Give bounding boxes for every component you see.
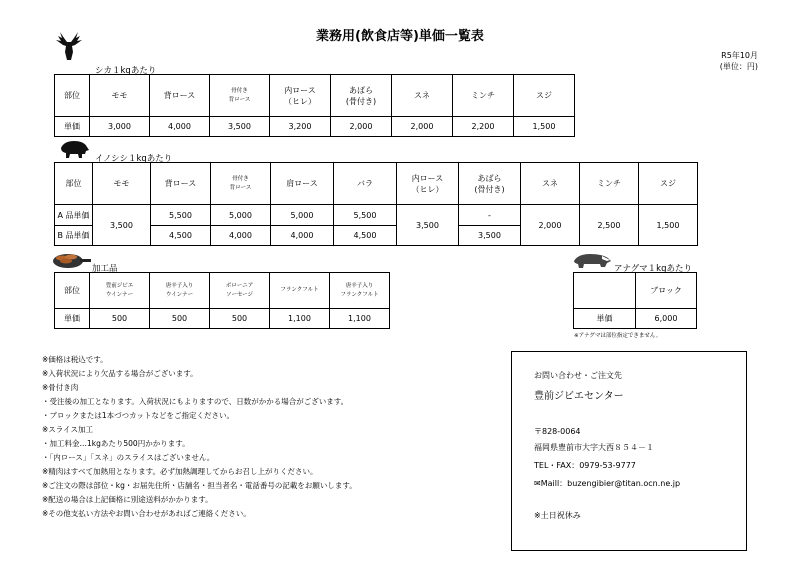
note-line: ・「内ロース」「スネ」のスライスはございません。	[42, 453, 215, 462]
processed-header-row	[55, 273, 390, 309]
badger-price-label: 単価	[574, 309, 636, 329]
boar-part: スネ	[521, 163, 580, 205]
boar-sune-price: 2,000	[521, 205, 580, 246]
deer-caption: シカ１kgあたり	[95, 66, 157, 76]
processed-item: 豊前ジビエ ウインナー	[90, 273, 150, 309]
boar-abara-b: 3,500	[459, 226, 521, 246]
boar-price-a: 5,000	[211, 205, 271, 226]
processed-price: 1,100	[330, 309, 390, 329]
boar-price-table	[54, 162, 698, 246]
processed-price: 1,100	[270, 309, 330, 329]
boar-col-label: 部位	[55, 163, 93, 205]
contact-postal: 〒828-0064	[534, 427, 581, 436]
note-line: ※精肉はすべて加熱用となります。必ず加熱調理してからお召し上がりください。	[42, 467, 318, 476]
deer-price: 3,500	[210, 117, 270, 137]
boar-part: あばら (骨付き)	[459, 163, 521, 205]
contact-holiday: ※土日祝休み	[534, 511, 581, 520]
boar-part: モモ	[93, 163, 151, 205]
boar-price-b: 4,000	[211, 226, 271, 246]
deer-price: 1,500	[514, 117, 575, 137]
boar-part: ミンチ	[580, 163, 639, 205]
date-info	[720, 50, 758, 72]
processed-price: 500	[150, 309, 210, 329]
deer-part: 内ロース （ヒレ）	[270, 75, 331, 117]
badger-price-row	[574, 309, 697, 329]
contact-box	[511, 351, 747, 551]
mail-icon: ✉	[534, 479, 541, 488]
boar-header-row	[55, 163, 698, 205]
unit-label: (単位：円)	[719, 62, 758, 71]
processed-item: 唐辛子入り フランクフルト	[330, 273, 390, 309]
deer-price-table	[54, 74, 575, 137]
boar-abara-a: -	[459, 205, 521, 226]
deer-part: スネ	[392, 75, 453, 117]
note-line: ・ブロックまたは1本づつカットなどをご指定ください。	[42, 411, 235, 420]
boar-price-a: 5,500	[334, 205, 397, 226]
issue-date: R5年10月	[721, 51, 758, 60]
boar-part: 骨付き 背ロース	[211, 163, 271, 205]
boar-row-a	[55, 205, 698, 226]
deer-part: モモ	[90, 75, 150, 117]
boar-price-a: 5,000	[271, 205, 334, 226]
boar-part: 背ロース	[151, 163, 211, 205]
processed-caption: 加工品	[92, 264, 118, 274]
boar-price-a: 5,500	[151, 205, 211, 226]
deer-part: ミンチ	[453, 75, 514, 117]
contact-tel: TEL・FAX：0979-53-9777	[534, 461, 636, 470]
processed-col-label: 部位	[55, 273, 90, 309]
boar-uchi-price: 3,500	[397, 205, 459, 246]
badger-header: ブロック	[636, 273, 697, 309]
boar-minchi-price: 2,500	[580, 205, 639, 246]
boar-part: バラ	[334, 163, 397, 205]
processed-item: フランクフルト	[270, 273, 330, 309]
note-line: ※その他支払い方法やお問い合わせがあればご連絡ください。	[42, 509, 251, 518]
processed-price-table	[54, 272, 390, 329]
processed-price: 500	[210, 309, 270, 329]
boar-price-b: 4,000	[271, 226, 334, 246]
badger-caption: アナグマ１kgあたり	[614, 264, 692, 274]
deer-header-row	[55, 75, 575, 117]
boar-momo-price: 3,500	[93, 205, 151, 246]
boar-price-b: 4,500	[334, 226, 397, 246]
note-line: ※骨付き肉	[42, 383, 79, 392]
note-line: ・加工料金…1kgあたり500円かかります。	[42, 439, 190, 448]
badger-price-table	[573, 272, 697, 329]
boar-row-a-label: A 品単価	[55, 205, 93, 226]
deer-part: スジ	[514, 75, 575, 117]
badger-price: 6,000	[636, 309, 697, 329]
boar-part: 肩ロース	[271, 163, 334, 205]
deer-price: 3,200	[270, 117, 331, 137]
boar-caption: イノシシ１kgあたり	[95, 154, 173, 164]
note-line: ※価格は税込です。	[42, 355, 108, 364]
contact-name: 豊前ジビエセンター	[534, 391, 624, 402]
contact-address: 福岡県豊前市大字大西８５４－１	[534, 443, 654, 452]
note-line: ※配送の場合は上記価格に別途送料がかかります。	[42, 495, 213, 504]
boar-part: スジ	[639, 163, 698, 205]
deer-part: 骨付き 背ロース	[210, 75, 270, 117]
badger-empty-cell	[574, 273, 636, 309]
deer-part: 背ロース	[150, 75, 210, 117]
note-line: ※ご注文の際は部位・kg・お届先住所・店舗名・担当者名・電話番号の記載をお願いします。	[42, 481, 357, 490]
deer-price: 2,200	[453, 117, 514, 137]
badger-header-row	[574, 273, 697, 309]
contact-heading: お問い合わせ・ご注文先	[534, 371, 622, 380]
deer-price-label: 単価	[55, 117, 90, 137]
boar-row-b-label: B 品単価	[55, 226, 93, 246]
deer-col-label: 部位	[55, 75, 90, 117]
note-line: ・受注後の加工となります。入荷状況にもよりますので、日数がかかる場合がございます。	[42, 397, 349, 406]
notes-list	[42, 353, 357, 521]
deer-price: 2,000	[392, 117, 453, 137]
deer-price: 4,000	[150, 117, 210, 137]
processed-price-label: 単価	[55, 309, 90, 329]
processed-item: ボローニア ソーセージ	[210, 273, 270, 309]
page-title: 業務用(飲食店等)単価一覧表	[316, 29, 484, 44]
deer-price-row	[55, 117, 575, 137]
boar-suji-price: 1,500	[639, 205, 698, 246]
deer-part: あばら (骨付き)	[331, 75, 392, 117]
sausage-pan-icon	[50, 248, 92, 270]
badger-icon	[572, 250, 612, 270]
contact-mail[interactable]: Maill：buzengibier@titan.ocn.ne.jp	[540, 479, 681, 488]
processed-price-row	[55, 309, 390, 329]
note-line: ※入荷状況により欠品する場合がございます。	[42, 369, 198, 378]
note-line: ※スライス加工	[42, 425, 93, 434]
boar-price-b: 4,500	[151, 226, 211, 246]
badger-note: ※アナグマは部位指定できません。	[574, 333, 662, 339]
deer-price: 2,000	[331, 117, 392, 137]
contact-mail-row	[534, 478, 680, 489]
processed-item: 唐辛子入り ウインナー	[150, 273, 210, 309]
boar-icon	[58, 138, 90, 160]
boar-part: 内ロース （ヒレ）	[397, 163, 459, 205]
processed-price: 500	[90, 309, 150, 329]
deer-price: 3,000	[90, 117, 150, 137]
